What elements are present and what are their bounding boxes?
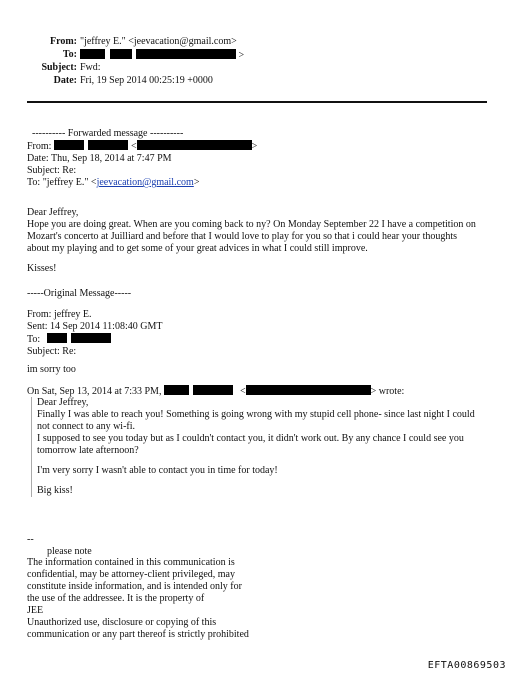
original-headers bbox=[27, 309, 487, 358]
message-line: about my playing and to get some of your great advices in what I could still improve. bbox=[27, 243, 368, 254]
quoted-line: Finally I was able to reach you! Something is going wrong with my stupid cell phone- since last night I could bbox=[37, 409, 475, 420]
redaction-bar bbox=[246, 385, 371, 395]
header-divider bbox=[27, 101, 487, 103]
redaction-bar bbox=[137, 140, 252, 150]
to-value bbox=[80, 49, 244, 62]
subject-value: Fwd: bbox=[80, 62, 101, 73]
disclaimer-line: constitute inside information, and is intended only for bbox=[27, 581, 242, 592]
message-greeting: Dear Jeffrey, bbox=[27, 207, 79, 218]
disclaimer-line: communication or any part thereof is strictly prohibited bbox=[27, 629, 249, 640]
forwarded-to: To: "jeffrey E." <jeevacation@gmail.com> bbox=[27, 177, 200, 188]
redaction-bar bbox=[164, 385, 189, 395]
disclaimer-line: Unauthorized use, disclosure or copying of this bbox=[27, 617, 217, 628]
date-label: Date: bbox=[53, 75, 77, 86]
original-subject: Subject: Re: bbox=[27, 346, 77, 357]
document-id: EFTA00869503 bbox=[427, 660, 506, 671]
original-body: im sorry too bbox=[27, 364, 76, 375]
message-line: Mozart's concerto at Juilliard and before that I would love to play for you so that i could hear your thoughts bbox=[27, 231, 458, 242]
date-value: Fri, 19 Sep 2014 00:25:19 +0000 bbox=[80, 75, 213, 86]
original-banner: -----Original Message----- bbox=[27, 288, 132, 299]
quoted-line: tomorrow late afternoon? bbox=[37, 445, 139, 456]
redaction-bar bbox=[193, 385, 233, 395]
redaction-bar bbox=[110, 49, 132, 59]
forwarded-date: Date: Thu, Sep 18, 2014 at 7:47 PM bbox=[27, 153, 172, 164]
spacer bbox=[37, 477, 495, 485]
quoted-signoff: Big kiss! bbox=[37, 485, 73, 496]
quoted-body bbox=[31, 397, 495, 497]
redaction-bar bbox=[80, 49, 105, 59]
quoted-line: not connect to any wi-fi. bbox=[37, 421, 136, 432]
to-suffix: > bbox=[238, 50, 245, 61]
redaction-bar bbox=[54, 140, 84, 150]
from-label: From: bbox=[49, 36, 77, 47]
spacer bbox=[37, 457, 495, 465]
original-from: From: jeffrey E. bbox=[27, 309, 92, 320]
disclaimer-line: JEE bbox=[27, 605, 44, 616]
disclaimer-line: The information contained in this communication is bbox=[27, 557, 235, 568]
quoted-line: I supposed to see you today but as I couldn't contact you, it didn't work out. By any chance I could see you bbox=[37, 433, 464, 444]
signature-dashes: -- bbox=[27, 534, 34, 545]
from-value: "jeffrey E." <jeevacation@gmail.com> bbox=[80, 36, 237, 47]
quoted-line: I'm very sorry I wasn't able to contact you in time for today! bbox=[37, 465, 278, 476]
disclaimer-line: confidential, may be attorney-client privileged, may bbox=[27, 569, 235, 580]
quoted-greeting: Dear Jeffrey, bbox=[37, 397, 89, 408]
original-to: To: bbox=[27, 333, 487, 346]
redaction-bar bbox=[136, 49, 236, 59]
redaction-bar bbox=[47, 333, 67, 343]
to-label: To: bbox=[62, 49, 77, 60]
email-link[interactable]: jeevacation@gmail.com bbox=[96, 177, 194, 188]
forwarded-block bbox=[27, 128, 487, 189]
signature-note-title: please note bbox=[47, 546, 92, 557]
disclaimer-line: the use of the addressee. It is the property of bbox=[27, 593, 205, 604]
message-body bbox=[27, 207, 487, 255]
original-sent: Sent: 14 Sep 2014 11:08:40 GMT bbox=[27, 321, 163, 332]
forwarded-banner: ---------- Forwarded message ---------- bbox=[32, 128, 184, 139]
message-signoff: Kisses! bbox=[27, 263, 57, 274]
redaction-bar bbox=[88, 140, 128, 150]
forwarded-subject: Subject: Re: bbox=[27, 165, 77, 176]
redaction-bar bbox=[71, 333, 111, 343]
forwarded-from: From: < > bbox=[27, 141, 258, 152]
subject-label: Subject: bbox=[41, 62, 77, 73]
quoted-intro: On Sat, Sep 13, 2014 at 7:33 PM, < > wrote: bbox=[27, 386, 405, 397]
signature-disclaimer bbox=[27, 557, 487, 641]
message-line: Hope you are doing great. When are you coming back to ny? On Monday September 22 I have a competition on bbox=[27, 219, 476, 230]
